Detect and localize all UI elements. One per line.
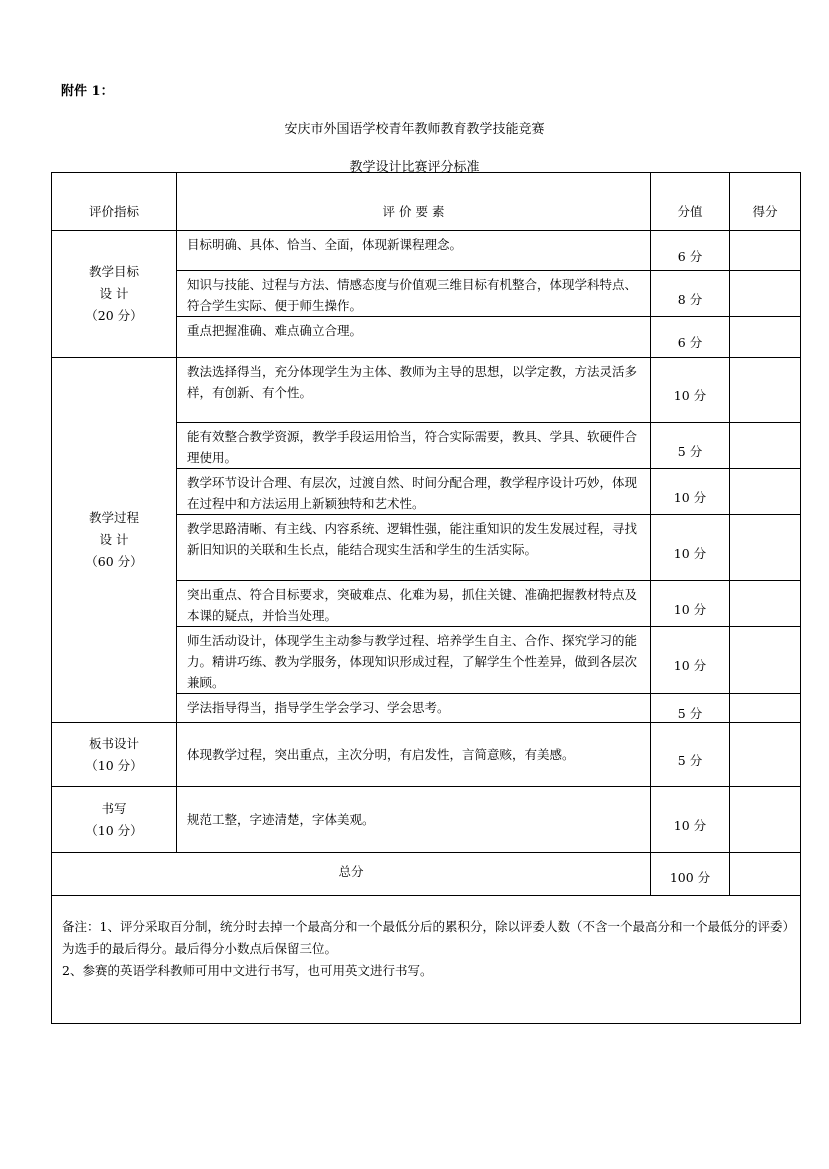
criterion-value: 8 分: [651, 271, 730, 317]
table-row: [52, 787, 801, 853]
criterion-value: 10 分: [651, 627, 730, 694]
score-cell[interactable]: [730, 723, 801, 787]
criterion-value: 5 分: [651, 423, 730, 469]
criterion-value: 5 分: [651, 723, 730, 787]
criterion-value: 10 分: [651, 787, 730, 853]
criterion-text: 教学思路清晰、有主线、内容系统、逻辑性强，能注重知识的发生发展过程，寻找新旧知识的关联和生长点，能结合现实生活和学生的生活实际。: [177, 515, 651, 581]
category-writing: 书写 （10 分）: [52, 787, 177, 853]
criterion-value: 10 分: [651, 515, 730, 581]
criterion-text: 学法指导得当，指导学生学会学习、学会思考。: [177, 694, 651, 723]
criterion-text: 规范工整，字迹清楚，字体美观。: [177, 787, 651, 853]
criterion-text: 重点把握准确、难点确立合理。: [177, 317, 651, 358]
score-cell[interactable]: [730, 231, 801, 271]
criterion-text: 知识与技能、过程与方法、情感态度与价值观三维目标有机整合，体现学科特点、符合学生实际、便于师生操作。: [177, 271, 651, 317]
document-subtitle: 教学设计比赛评分标准: [349, 160, 480, 175]
criterion-value: 10 分: [651, 469, 730, 515]
score-cell[interactable]: [730, 271, 801, 317]
criterion-value: 10 分: [651, 581, 730, 627]
header-value: 分值: [651, 173, 730, 231]
table-row: [52, 231, 801, 271]
document-title: 安庆市外国语学校青年教师教育教学技能竞赛: [284, 122, 545, 137]
score-cell[interactable]: [730, 423, 801, 469]
score-cell[interactable]: [730, 787, 801, 853]
criterion-value: 5 分: [651, 694, 730, 723]
criterion-text: 目标明确、具体、恰当、全面，体现新课程理念。: [177, 231, 651, 271]
scoring-table: [51, 172, 801, 1024]
criterion-text: 教学环节设计合理、有层次，过渡自然、时间分配合理，教学程序设计巧妙，体现在过程中和方法运用上新颖独特和艺术性。: [177, 469, 651, 515]
score-cell[interactable]: [730, 317, 801, 358]
criterion-text: 师生活动设计，体现学生主动参与教学过程、培养学生自主、合作、探究学习的能力。精讲巧练、教为学服务，体现知识形成过程，了解学生个性差异，做到各层次兼顾。: [177, 627, 651, 694]
score-cell[interactable]: [730, 581, 801, 627]
header-row: [52, 173, 801, 231]
total-row: [52, 853, 801, 896]
criterion-value: 6 分: [651, 231, 730, 271]
score-cell[interactable]: [730, 358, 801, 423]
category-blackboard-design: 板书设计 （10 分）: [52, 723, 177, 787]
notes: [52, 896, 801, 1024]
criterion-value: 6 分: [651, 317, 730, 358]
note-1: 备注：1、评分采取百分制，统分时去掉一个最高分和一个最低分后的累积分，除以评委人数（不含一个最高分和一个最低分的评委）为选手的最后得分。最后得分小数点后保留三位。: [62, 919, 789, 956]
total-score-cell[interactable]: [730, 853, 801, 896]
criterion-text: 突出重点、符合目标要求，突破难点、化难为易，抓住关键、准确把握教材特点及本课的疑点，并恰当处理。: [177, 581, 651, 627]
score-cell[interactable]: [730, 515, 801, 581]
total-value: 100 分: [651, 853, 730, 896]
category-process-design: 教学过程 设 计 （60 分）: [52, 358, 177, 723]
notes-row: [52, 896, 801, 1024]
score-cell[interactable]: [730, 694, 801, 723]
header-indicator: 评价指标: [52, 173, 177, 231]
total-label: 总分: [52, 853, 651, 896]
table-row: [52, 723, 801, 787]
attachment-label: 附件 1：: [61, 84, 114, 99]
header-elements: 评 价 要 素: [177, 173, 651, 231]
criterion-text: 体现教学过程，突出重点，主次分明，有启发性，言简意赅，有美感。: [177, 723, 651, 787]
criterion-value: 10 分: [651, 358, 730, 423]
header-score: 得分: [730, 173, 801, 231]
table-row: [52, 358, 801, 423]
note-2: 2、参赛的英语学科教师可用中文进行书写，也可用英文进行书写。: [62, 963, 433, 978]
score-cell[interactable]: [730, 469, 801, 515]
category-goal-design: 教学目标 设 计 （20 分）: [52, 231, 177, 358]
score-cell[interactable]: [730, 627, 801, 694]
criterion-text: 教法选择得当，充分体现学生为主体、教师为主导的思想，以学定教，方法灵活多样，有创新、有个性。: [177, 358, 651, 423]
criterion-text: 能有效整合教学资源，教学手段运用恰当，符合实际需要，教具、学具、软硬件合理使用。: [177, 423, 651, 469]
